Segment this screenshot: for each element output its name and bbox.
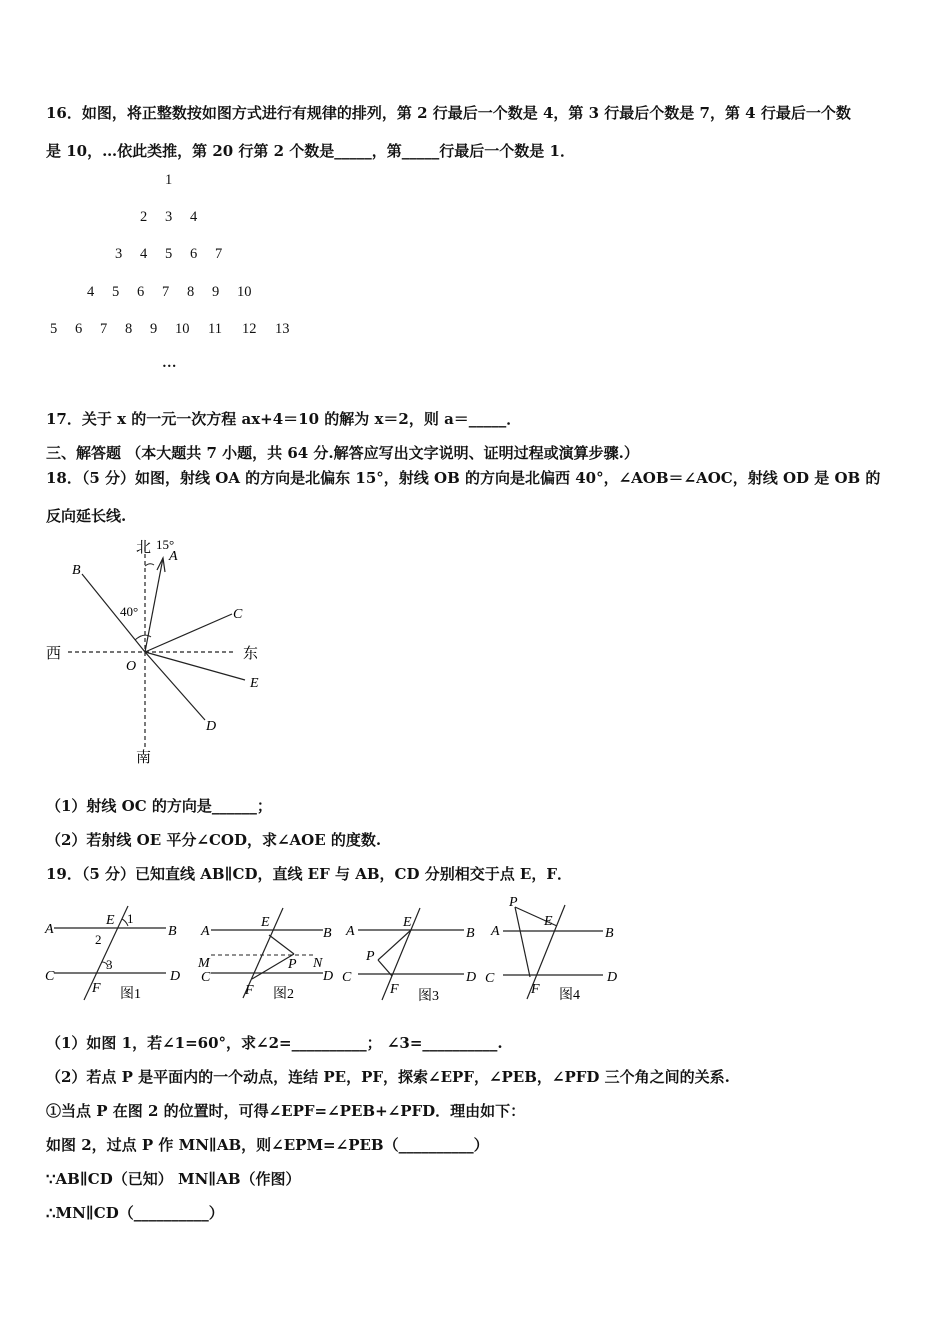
svg-text:E: E xyxy=(106,913,115,928)
svg-text:F: F xyxy=(531,982,540,997)
triangle-cell: 13 xyxy=(275,321,290,337)
triangle-cell: 6 xyxy=(137,284,145,300)
svg-text:D: D xyxy=(466,970,477,985)
q19-proof3: ∴MN∥CD（__________） xyxy=(46,1204,224,1222)
q18-compass-figure xyxy=(40,532,280,772)
triangle-cell: 7 xyxy=(100,321,108,337)
q18-sub1: （1）射线 OC 的方向是______； xyxy=(46,797,272,815)
triangle-cell: 10 xyxy=(175,321,190,337)
label-a: A xyxy=(169,549,178,564)
svg-text:F: F xyxy=(390,982,399,997)
svg-text:E: E xyxy=(544,914,553,929)
section-3-header: 三、解答题 （本大题共 7 小题，共 64 分.解答应写出文字说明、证明过程或演算步骤.） xyxy=(46,444,639,462)
svg-text:E: E xyxy=(403,915,412,930)
label-north: 北 xyxy=(136,540,152,556)
svg-text:A: A xyxy=(346,924,355,939)
triangle-cell: 6 xyxy=(75,321,83,337)
svg-text:N: N xyxy=(313,956,323,971)
svg-text:E: E xyxy=(261,915,270,930)
label-south: 南 xyxy=(136,750,152,766)
triangle-cell: 5 xyxy=(50,321,58,337)
q17-text: 17．关于 x 的一元一次方程 ax+4＝10 的解为 x＝2，则 a＝_____． xyxy=(46,410,522,428)
figure-4-caption: 图4 xyxy=(559,988,580,1003)
svg-text:P: P xyxy=(288,957,297,972)
svg-text:3: 3 xyxy=(106,957,113,972)
label-west: 西 xyxy=(46,646,62,662)
svg-text:A: A xyxy=(491,924,500,939)
ray-oc xyxy=(145,614,232,652)
triangle-ellipsis: … xyxy=(162,355,177,371)
q18-sub2: （2）若射线 OE 平分∠COD，求∠AOE 的度数. xyxy=(46,831,382,849)
ray-od xyxy=(145,652,205,720)
svg-text:C: C xyxy=(45,969,55,984)
figure-3-caption: 图3 xyxy=(418,989,439,1004)
triangle-cell: 4 xyxy=(87,284,95,300)
triangle-cell: 4 xyxy=(190,209,198,225)
q19-figure-3 xyxy=(340,900,490,1005)
triangle-cell: 5 xyxy=(165,246,173,262)
label-e: E xyxy=(250,676,259,691)
figure-2-caption: 图2 xyxy=(273,987,294,1002)
figure-1-caption: 图1 xyxy=(120,987,141,1002)
angle-40-arc xyxy=(135,635,151,640)
svg-text:F: F xyxy=(245,983,254,998)
q19-proof1: 如图 2，过点 P 作 MN∥AB，则∠EPM=∠PEB（__________） xyxy=(46,1136,489,1154)
ray-oe xyxy=(145,652,245,680)
triangle-cell: 7 xyxy=(215,246,223,262)
triangle-cell: 3 xyxy=(115,246,123,262)
triangle-cell: 11 xyxy=(208,321,222,337)
triangle-cell: 1 xyxy=(165,172,173,188)
label-b: B xyxy=(72,563,81,578)
q19-figure-2 xyxy=(195,900,345,1005)
q19-figure-4 xyxy=(485,893,635,1005)
label-angle-15: 15° xyxy=(156,537,175,552)
triangle-cell: 9 xyxy=(150,321,158,337)
svg-text:C: C xyxy=(485,971,495,986)
svg-text:P: P xyxy=(509,895,518,910)
triangle-cell: 4 xyxy=(140,246,148,262)
angle-15-arc xyxy=(145,564,154,566)
svg-text:D: D xyxy=(170,969,181,984)
label-c: C xyxy=(233,607,243,622)
svg-text:B: B xyxy=(466,926,475,941)
svg-text:B: B xyxy=(605,926,614,941)
q19-sub1: （1）如图 1，若∠1=60°，求∠2=__________； ∠3=__________. xyxy=(46,1034,503,1052)
triangle-cell: 12 xyxy=(242,321,257,337)
svg-text:D: D xyxy=(323,969,334,984)
triangle-cell: 10 xyxy=(237,284,252,300)
label-d: D xyxy=(206,719,217,734)
q19-proof2: ∵AB∥CD（已知） MN∥AB（作图） xyxy=(46,1170,301,1188)
svg-text:B: B xyxy=(168,924,177,939)
svg-text:P: P xyxy=(366,949,375,964)
label-o: O xyxy=(126,659,137,674)
triangle-cell: 5 xyxy=(112,284,120,300)
svg-text:A: A xyxy=(201,924,210,939)
triangle-cell: 7 xyxy=(162,284,170,300)
svg-text:C: C xyxy=(342,970,352,985)
label-angle-40: 40° xyxy=(120,604,139,619)
q18-line2: 反向延长线. xyxy=(46,507,127,525)
label-east: 东 xyxy=(243,646,259,662)
q19-stem: 19．（5 分）已知直线 AB∥CD，直线 EF 与 AB，CD 分别相交于点 E，F． xyxy=(46,865,572,883)
svg-text:B: B xyxy=(323,926,332,941)
triangle-cell: 3 xyxy=(165,209,173,225)
q19-figure-1 xyxy=(40,900,190,1005)
triangle-cell: 9 xyxy=(212,284,220,300)
q16-line2: 是 10，…依此类推，第 20 行第 2 个数是_____，第_____行最后一个数是 1． xyxy=(46,142,575,160)
svg-text:C: C xyxy=(201,970,211,985)
triangle-cell: 2 xyxy=(140,209,148,225)
triangle-cell: 8 xyxy=(187,284,195,300)
svg-text:D: D xyxy=(607,970,618,985)
svg-text:F: F xyxy=(92,981,101,996)
triangle-cell: 8 xyxy=(125,321,133,337)
q18-line1: 18．（5 分）如图，射线 OA 的方向是北偏东 15°，射线 OB 的方向是北偏西 40°，∠AOB＝∠AOC，射线 OD 是 OB 的 xyxy=(46,469,881,487)
svg-text:2: 2 xyxy=(95,932,102,947)
svg-text:1: 1 xyxy=(127,911,134,926)
q16-line1: 16．如图，将正整数按如图方式进行有规律的排列，第 2 行最后一个数是 4，第 3 行最后个数是 7，第 4 行最后一个数 xyxy=(46,104,851,122)
q19-sub2: （2）若点 P 是平面内的一个动点，连结 PE，PF，探索∠EPF，∠PEB，∠PFD 三个角之间的关系. xyxy=(46,1068,730,1086)
svg-text:A: A xyxy=(45,922,54,937)
triangle-cell: 6 xyxy=(190,246,198,262)
q19-case1: ①当点 P 在图 2 的位置时，可得∠EPF=∠PEB+∠PFD．理由如下： xyxy=(46,1102,526,1120)
svg-text:M: M xyxy=(198,956,210,971)
ray-oa xyxy=(145,558,163,652)
